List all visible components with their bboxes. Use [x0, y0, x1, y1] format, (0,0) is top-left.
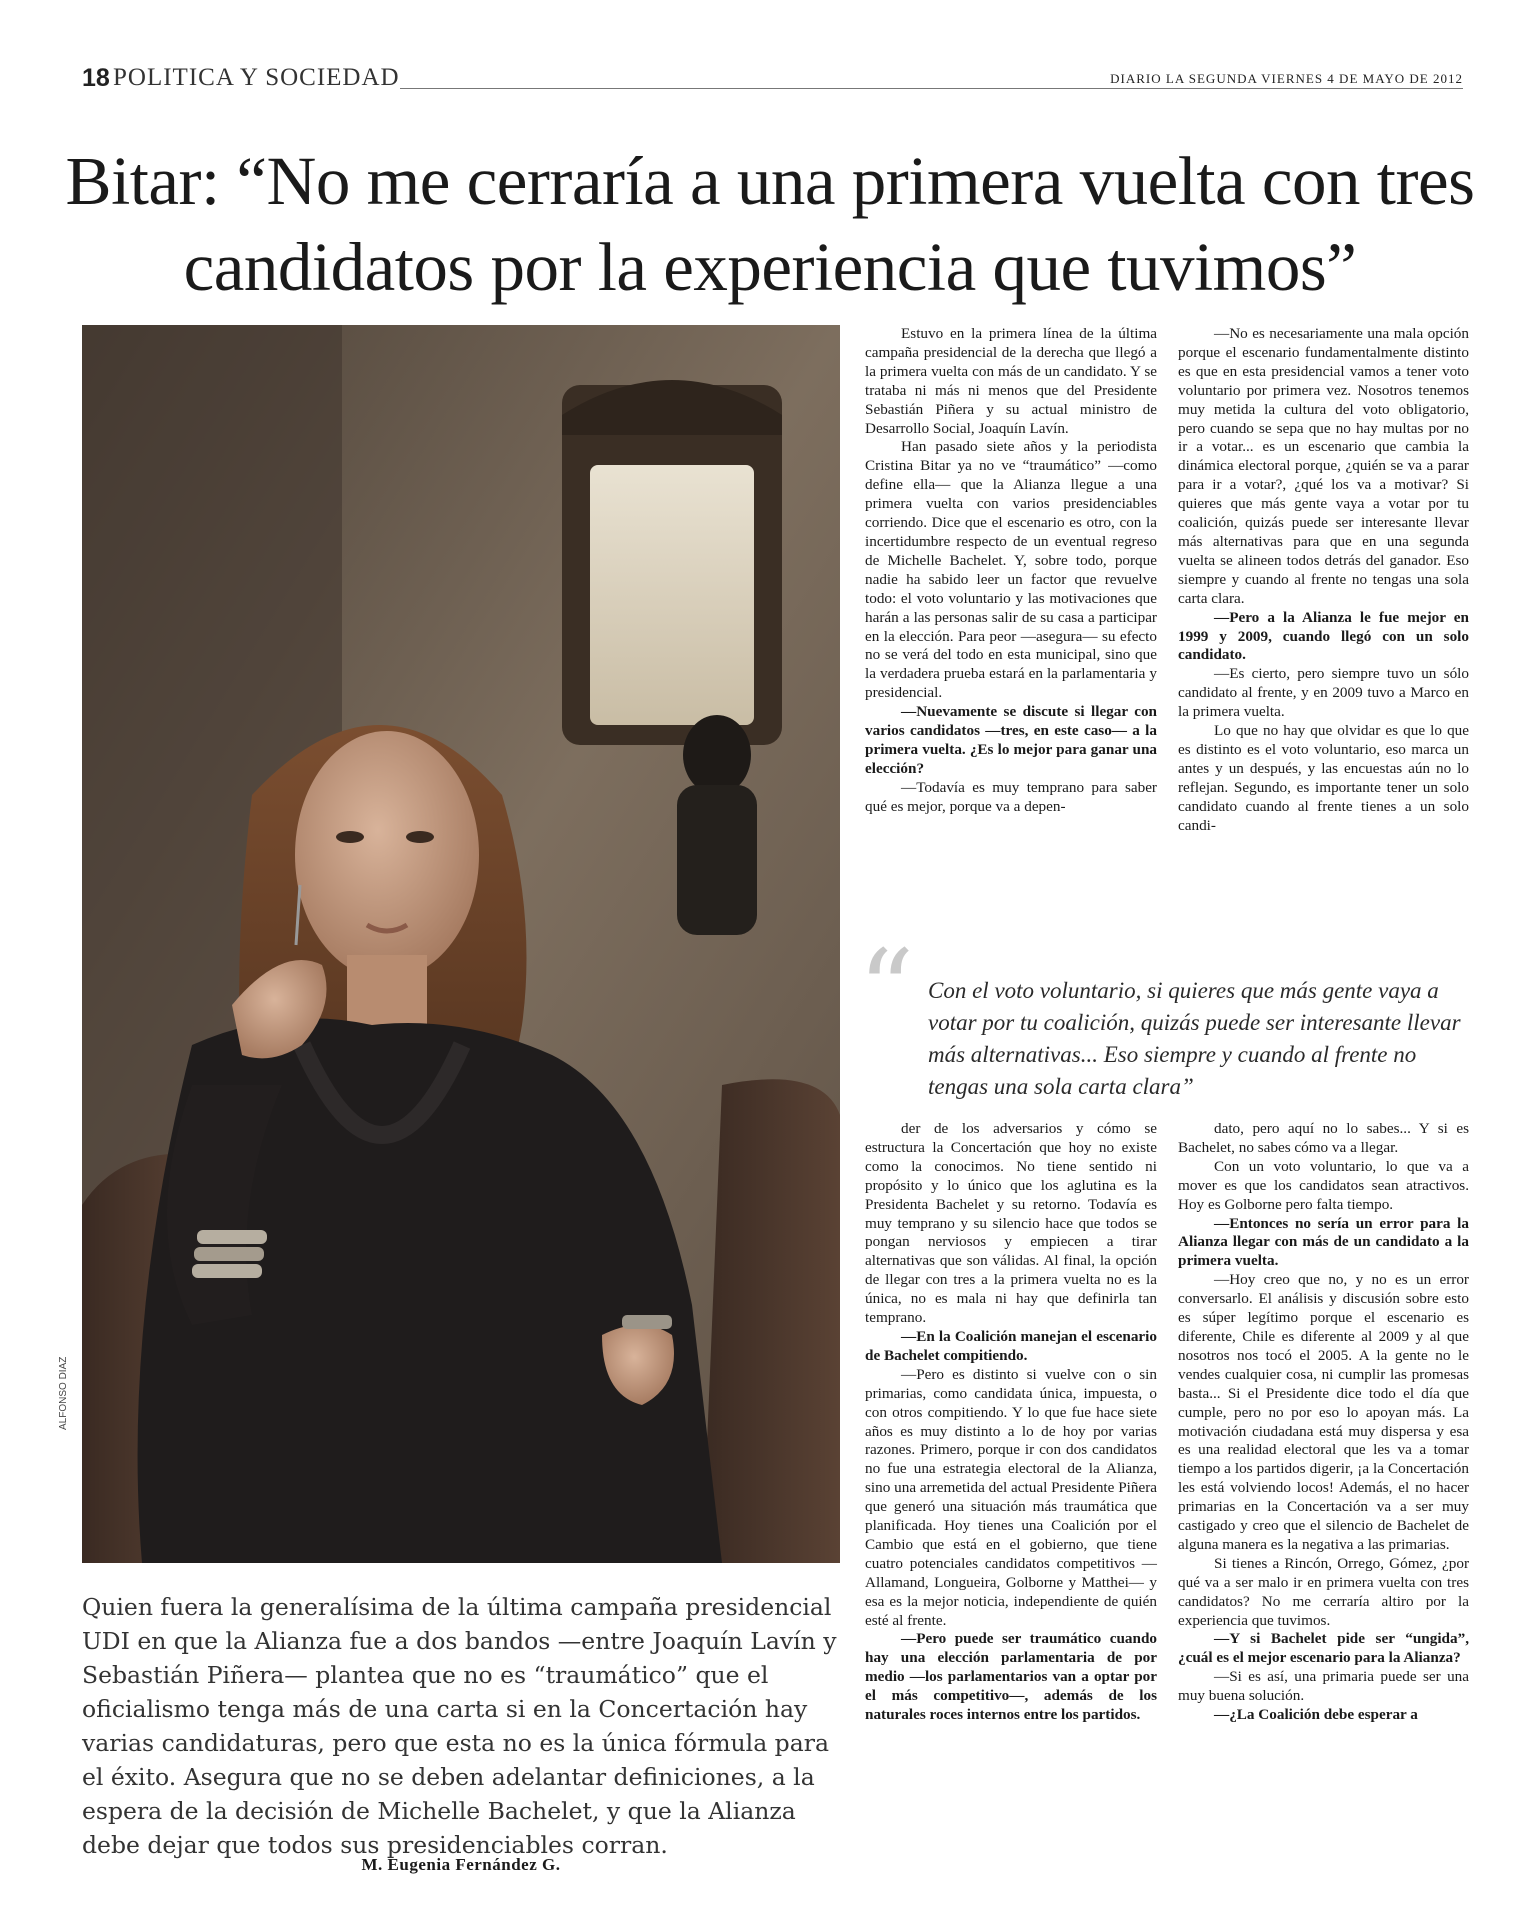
headline: Bitar: “No me cerraría a una primera vuelta con tres candidatos por la experiencia que tuvimos” [65, 143, 1475, 305]
publication-date-line: DIARIO LA SEGUNDA VIERNES 4 DE MAYO DE 2012 [1110, 71, 1463, 86]
photo-credit: ALFONSO DIAZ [58, 1356, 69, 1430]
article-column-1 [865, 325, 1157, 817]
pull-quote: Con el voto voluntario, si quieres que más gente vaya a votar por tu coalición, quizás puede ser interesante llevar más alternativas... Eso siempre y cuando al frente no tengas una sola carta clara” [928, 978, 1461, 1099]
paragraph: —Es cierto, pero siempre tuvo un sólo candidato al frente, y en 2009 tuvo a Marco en la primera vuelta. [1178, 665, 1469, 721]
header-rule [400, 88, 1463, 89]
section-title: POLITICA Y SOCIEDAD [113, 64, 400, 91]
portrait-photo-illustration [82, 325, 840, 1563]
paragraph: —No es necesariamente una mala opción porque el escenario fundamentalmente distinto es que en esta presidencial vamos a tener voto voluntario por primera vez. Nosotros tenemos muy metida la cultura del voto obligatorio, pero cuando se sepa que no hay multas por no ir a votar... es un escenario que cambia la dinámica electoral porque, ¿quién se va a parar para ir a votar?, ¿qué los va a motivar? Si quieres que más gente vaya a votar por tu coalición, quizás puede ser interesante llevar más alternativas para que en una segunda vuelta se alineen todos detrás del ganador. Eso siempre y cuando al frente no tengas una sola carta clara. [1178, 325, 1469, 607]
article-column-4 [1178, 1120, 1469, 1725]
paragraph: —Pero es distinto si vuelve con o sin primarias, como candidata única, impuesta, o con otros compitiendo. Y lo que fue hace siete años es muy distinto a lo de hoy por varias razones. Primero, porque ir con dos candidatos no fue una estrategia electoral de la Alianza, sino una arremetida del actual Presidente Piñera que generó una situación más traumática que planificada. Hoy tienes una Coalición por el Cambio que está en el gobierno, que tiene cuatro potenciales candidatos competitivos —Allamand, Longueira, Golborne y Matthei— y esa es la mejor noticia, independiente de quién esté al frente. [865, 1365, 1157, 1629]
quote-mark-icon: “ [858, 926, 915, 1054]
interview-question: —¿La Coalición debe esperar a [1214, 1706, 1418, 1724]
interview-question: —Nuevamente se discute si llegar con varios candidatos —tres, en este caso— a la primera vuelta. ¿Es lo mejor para ganar una elección? [865, 703, 1157, 777]
paragraph: Si tienes a Rincón, Orrego, Gómez, ¿por qué va a ser malo ir en primera vuelta con tres candidatos? No me cerraría altiro por la experiencia que tuvimos. [1178, 1554, 1469, 1629]
paragraph: Estuvo en la primera línea de la última campaña presidencial de la derecha que llegó a la primera vuelta con más de un candidato. Y se trataba ni más ni menos que del Presidente Sebastián Piñera y su actual ministro de Desarrollo Social, Joaquín Lavín. [865, 325, 1157, 437]
standfirst: Quien fuera la generalísima de la última campaña presidencial UDI en que la Alianza fue a dos bandos —entre Joaquín Lavín y Sebastián Piñera— plantea que no es “traumático” que el oficialismo tenga más de una carta si en la Concertación hay varias candidaturas, pero que esta no es la única fórmula para el éxito. Asegura que no se deben adelantar definiciones, a la espera de la decisión de Michelle Bachelet, y que la Alianza debe dejar que todos sus presidenciables corran. [82, 1593, 837, 1859]
paragraph: —Hoy creo que no, y no es un error conversarlo. El análisis y discusión sobre esto es súper legítimo porque el escenario es diferente, Chile es diferente al 2009 y al que nosotros nos tocó el 2005. A la gente no le vendes cualquier cosa, ni cumplir las promesas basta... Si el Presidente dice todo el día que cumple, pero no por eso lo apoyan más. La motivación ciudadana está muy dispersa y esa es una realidad electoral que les va a tomar tiempo a los partidos digerir, ¡a la Concertación les está volviendo locos! Además, el no hacer primarias en la Concertación va a ser muy castigado y creo que el silencio de Bachelet de alguna manera es la negativa a las primarias. [1178, 1271, 1469, 1553]
interview-question: —Pero a la Alianza le fue mejor en 1999 y 2009, cuando llegó con un solo candidato. [1178, 608, 1469, 664]
portrait-photo [82, 325, 840, 1563]
article-column-2 [1178, 325, 1469, 835]
paragraph: Han pasado siete años y la periodista Cristina Bitar ya no ve “traumático” —como define ella— que la Alianza llegue a una primera vuelta con varios presidenciables corriendo. Dice que el escenario es otro, con la incertidumbre respecto de un eventual regreso de Michelle Bachelet. Y, sobre todo, porque nadie ha sabido leer un factor que revuelve todo: el voto voluntario y las motivaciones que harán a las personas salir de su casa a participar en la elección. Para peor —asegura— su efecto no se verá del todo en esta municipal, sino que la verdadera prueba estará en la parlamentaria y presidencial. [865, 438, 1157, 702]
article-column-3 [865, 1120, 1157, 1725]
paragraph: Lo que no hay que olvidar es que lo que es distinto es el voto voluntario, eso marca un antes y un después, y las encuestas aún no lo reflejan. Segundo, es importante tener un solo candidato cuando al frente tienes a un solo candi- [1178, 722, 1469, 834]
paragraph: dato, pero aquí no lo sabes... Y si es Bachelet, no sabes cómo va a llegar. [1178, 1120, 1469, 1156]
interview-question: —Y si Bachelet pide ser “ungida”, ¿cuál es el mejor escenario para la Alianza? [1178, 1630, 1469, 1667]
paragraph: —Todavía es muy temprano para saber qué es mejor, porque va a depen- [865, 778, 1157, 815]
paragraph: der de los adversarios y cómo se estructura la Concertación que hoy no existe como la conocimos. No tiene sentido ni propósito y lo único que los aglutina es la Presidenta Bachelet y su retorno. Todavía es muy temprano y su silencio hace que todos se pongan nerviosos y empiecen a tirar alternativas que son válidas. Al final, la opción de llegar con tres a la primera vuelta no es la única, no es mala ni hay que definirla tan temprano. [865, 1120, 1157, 1327]
byline: M. Eugenia Fernández G. [361, 1855, 561, 1874]
interview-question: —En la Coalición manejan el escenario de Bachelet compitiendo. [865, 1327, 1157, 1364]
page-number: 18 [82, 64, 110, 92]
paragraph: —Si es así, una primaria puede ser una muy buena solución. [1178, 1668, 1469, 1705]
interview-question: —Entonces no sería un error para la Alianza llegar con más de un candidato a la primera vuelta. [1178, 1214, 1469, 1270]
interview-question: —Pero puede ser traumático cuando hay una elección parlamentaria de por medio —los parlamentarios van a optar por el más competitivo—, además de los naturales roces internos entre los partidos. [865, 1630, 1157, 1724]
paragraph: Con un voto voluntario, lo que va a mover es que los candidatos sean atractivos. Hoy es Golborne pero falta tiempo. [1178, 1157, 1469, 1213]
